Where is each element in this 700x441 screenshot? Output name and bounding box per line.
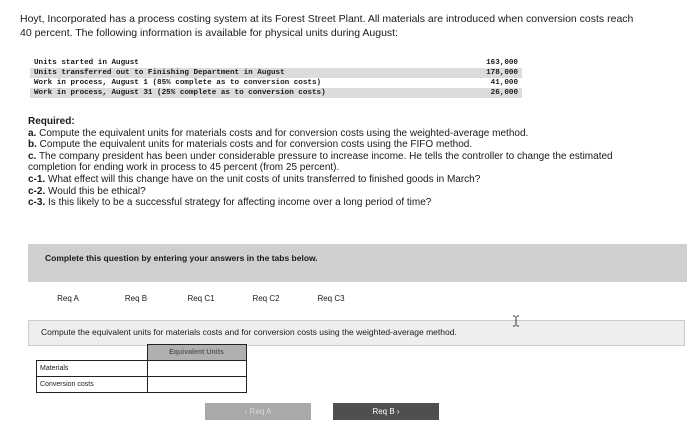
data-row: Units started in August 163,000 [34, 59, 518, 67]
requirement-item: c-2. Would this be ethical? [28, 185, 146, 197]
units-data-table [30, 58, 522, 98]
requirements-heading: Required: [28, 116, 75, 127]
row-label: Materials [37, 361, 148, 377]
requirement-item: a. Compute the equivalent units for materials costs and for conversion costs using the weighted-average method. [28, 127, 529, 139]
next-button[interactable]: Req B › [333, 403, 439, 420]
intro-line-2: 40 percent. The following information is available for physical units during August: [20, 27, 399, 39]
instruction-text: Complete this question by entering your answers in the tabs below. [45, 253, 318, 263]
text-cursor-icon [512, 315, 520, 327]
conversion-costs-input[interactable] [151, 378, 243, 392]
data-row: Work in process, August 31 (25% complete as to conversion costs) 26,000 [30, 88, 522, 98]
problem-intro [20, 12, 692, 40]
table-row [37, 361, 247, 377]
question-bar [28, 320, 685, 346]
requirements-list [28, 116, 698, 209]
table-row [37, 377, 247, 393]
tab-req-c1[interactable]: Req C1 [169, 285, 233, 313]
requirement-item: completion for ending work in process to 45 percent (from 25 percent). [28, 162, 340, 174]
intro-line-1: Hoyt, Incorporated has a process costing system at its Forest Street Plant. All materials are introduced when conversion costs reach [20, 13, 634, 25]
tab-req-a[interactable]: Req A [33, 285, 103, 313]
chevron-left-icon: ‹ [244, 407, 250, 416]
requirement-item: c. The company president has been under considerable pressure to increase income. He tells the controller to change the estimated [28, 150, 613, 162]
materials-input[interactable] [151, 362, 243, 376]
table-header: Equivalent Units [147, 345, 246, 361]
data-row: Units transferred out to Finishing Department in August 178,000 [30, 68, 522, 78]
requirement-item: c-3. Is this likely to be a successful strategy for affecting income over a long period of time? [28, 197, 432, 209]
prev-button[interactable]: ‹ Req A [205, 403, 311, 420]
requirement-item: c-1. What effect will this change have on the unit costs of units transferred to finished goods in March? [28, 173, 481, 185]
instruction-panel [28, 244, 687, 282]
requirement-item: b. Compute the equivalent units for materials costs and for conversion costs using the FIFO method. [28, 139, 473, 151]
tab-req-c3[interactable]: Req C3 [299, 285, 363, 313]
tab-bar [28, 282, 687, 318]
equivalent-units-table [36, 344, 247, 393]
chevron-right-icon: › [394, 407, 400, 416]
tab-req-b[interactable]: Req B [104, 285, 168, 313]
row-label: Conversion costs [37, 377, 148, 393]
tab-req-c2[interactable]: Req C2 [234, 285, 298, 313]
question-text: Compute the equivalent units for materials costs and for conversion costs using the weighted-average method. [41, 327, 457, 337]
data-row: Work in process, August 1 (85% complete as to conversion costs) 41,000 [34, 79, 518, 87]
